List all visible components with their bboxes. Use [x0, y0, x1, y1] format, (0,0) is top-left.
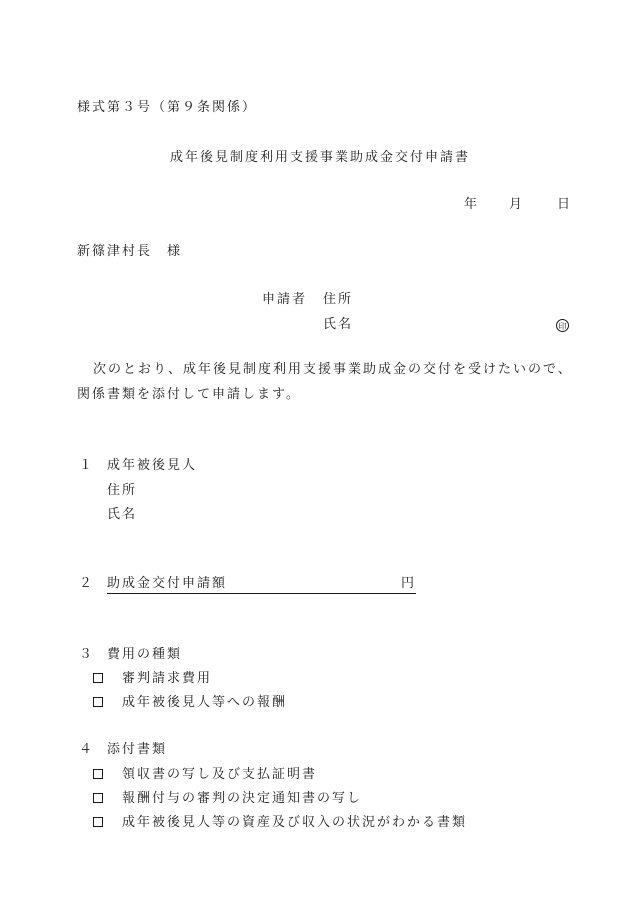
- section-2-number: ２: [79, 576, 95, 591]
- checkbox-icon[interactable]: [93, 791, 103, 807]
- section-4-title: 添付書類: [107, 742, 168, 757]
- section-2-unit: 円: [401, 576, 417, 591]
- date-day-label: 日: [557, 197, 573, 212]
- ward-name-label: 氏名: [107, 507, 138, 522]
- applicant-address-label: 住所: [323, 292, 354, 307]
- section-3-number: ３: [79, 647, 95, 662]
- section-2-title: 助成金交付申請額: [107, 576, 228, 591]
- applicant-name-label: 氏名: [323, 317, 354, 332]
- form-number: 様式第３号（第９条関係）: [77, 100, 258, 115]
- date-year-label: 年: [464, 197, 480, 212]
- attachment-item-2: 報酬付与の審判の決定通知書の写し: [122, 791, 363, 806]
- body-line-2: 関係書類を添付して申請します。: [77, 387, 301, 402]
- attachment-item-1: 領収書の写し及び支払証明書: [122, 767, 318, 782]
- section-4-number: ４: [79, 742, 95, 757]
- expense-item-1: 審判請求費用: [122, 671, 213, 686]
- checkbox-icon[interactable]: [93, 815, 103, 831]
- addressee: 新篠津村長 様: [77, 244, 183, 259]
- amount-underline: [107, 593, 416, 594]
- checkbox-icon[interactable]: [93, 671, 103, 687]
- seal-mark: [556, 318, 569, 334]
- applicant-role: 申請者: [262, 292, 308, 307]
- expense-item-2: 成年被後見人等への報酬: [122, 695, 288, 710]
- document-title: 成年後見制度利用支援事業助成金交付申請書: [170, 150, 471, 165]
- body-line-1: 次のとおり、成年後見制度利用支援事業助成金の交付を受けたいので、: [93, 362, 573, 377]
- section-1-number: １: [79, 458, 95, 473]
- checkbox-icon[interactable]: [93, 695, 103, 711]
- attachment-item-3: 成年被後見人等の資産及び収入の状況がわかる書類: [122, 815, 468, 830]
- checkbox-icon[interactable]: [93, 767, 103, 783]
- seal-icon: 印: [556, 319, 569, 332]
- ward-address-label: 住所: [107, 483, 138, 498]
- section-1-title: 成年被後見人: [107, 458, 198, 473]
- date-month-label: 月: [509, 197, 525, 212]
- section-3-title: 費用の種類: [107, 647, 183, 662]
